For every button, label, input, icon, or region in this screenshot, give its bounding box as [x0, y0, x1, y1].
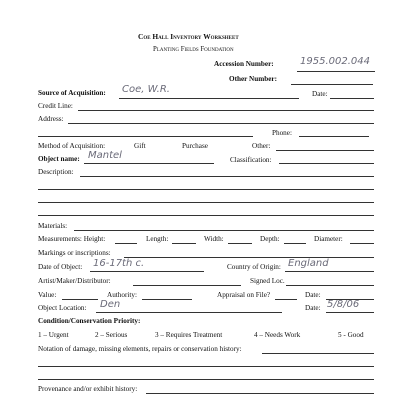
accession-number-value: 1955.002.044	[300, 56, 370, 67]
method-option-gift: Gift	[134, 142, 146, 150]
condition-option-1: 1 – Urgent	[38, 331, 69, 339]
description-line-1	[80, 176, 374, 177]
worksheet-subtitle: Planting Fields Foundation	[153, 46, 234, 53]
appraisal-line	[275, 299, 297, 300]
provenance-label: Provenance and/or exhibit history:	[38, 385, 138, 393]
address-line-2	[38, 136, 253, 137]
method-option-purchase: Purchase	[182, 142, 208, 150]
value-label: Value:	[38, 291, 57, 299]
notation-line-3	[38, 379, 374, 380]
worksheet-title: Coe Hall Inventory Worksheet	[138, 32, 239, 41]
authority-label: Authority:	[107, 291, 137, 299]
date-label-1: Date:	[312, 90, 328, 98]
authority-line	[142, 299, 192, 300]
source-of-acquisition-label: Source of Acquisition:	[38, 89, 106, 97]
materials-line	[74, 230, 374, 231]
diameter-line	[350, 243, 374, 244]
signed-loc-line	[286, 285, 374, 286]
method-of-acquisition-label: Method of Acquisition:	[38, 142, 106, 150]
phone-label: Phone:	[272, 129, 292, 137]
description-line-4	[38, 215, 374, 216]
object-location-value: Den	[100, 299, 121, 310]
object-name-line	[84, 163, 214, 164]
method-option-other: Other:	[252, 142, 271, 150]
object-name-value: Mantel	[88, 150, 122, 161]
credit-line-label: Credit Line:	[38, 102, 73, 110]
date-of-object-line	[90, 271, 204, 272]
width-line	[228, 243, 252, 244]
date-line-3	[326, 312, 374, 313]
width-label: Width:	[204, 235, 224, 243]
other-number-label: Other Number:	[229, 75, 277, 83]
appraisal-label: Appraisal on File?	[217, 291, 271, 299]
provenance-line	[146, 393, 374, 394]
classification-label: Classification:	[230, 156, 272, 164]
accession-number-label: Accession Number:	[214, 60, 274, 68]
source-line	[119, 98, 299, 99]
country-of-origin-label: Country of Origin:	[227, 263, 281, 271]
date-label-3: Date:	[305, 304, 321, 312]
description-line-3	[38, 202, 374, 203]
date-3-value: 5/8/06	[327, 299, 360, 310]
artist-label: Artist/Maker/Distributor:	[38, 277, 111, 285]
diameter-label: Diameter:	[314, 235, 343, 243]
value-line	[62, 299, 98, 300]
markings-label: Markings or inscriptions:	[38, 249, 111, 257]
date-line-1	[330, 98, 374, 99]
condition-option-5: 5 - Good	[338, 331, 364, 339]
other-number-line	[291, 84, 373, 85]
classification-line	[279, 163, 374, 164]
condition-option-2: 2 – Serious	[95, 331, 128, 339]
condition-priority-label: Condition/Conservation Priority:	[38, 317, 141, 325]
date-of-object-value: 16-17th c.	[93, 258, 145, 269]
length-line	[172, 243, 196, 244]
country-of-origin-value: England	[288, 258, 329, 269]
condition-option-4: 4 – Needs Work	[254, 331, 301, 339]
length-label: Length:	[146, 235, 169, 243]
date-of-object-label: Date of Object:	[38, 263, 83, 271]
credit-line-line	[78, 110, 374, 111]
materials-label: Materials:	[38, 222, 68, 230]
measurements-label: Measurements: Height:	[38, 235, 106, 243]
object-location-label: Object Location:	[38, 304, 87, 312]
markings-line	[124, 257, 374, 258]
description-label: Description:	[38, 168, 74, 176]
method-other-line	[276, 150, 374, 151]
notation-line-2	[38, 366, 374, 367]
date-label-2: Date:	[305, 291, 321, 299]
depth-line	[284, 243, 306, 244]
artist-line	[133, 285, 241, 286]
depth-label: Depth:	[260, 235, 280, 243]
source-value: Coe, W.R.	[122, 84, 170, 95]
object-location-line	[96, 312, 282, 313]
object-name-label: Object name:	[38, 155, 80, 163]
height-line	[115, 243, 137, 244]
country-of-origin-line	[285, 271, 374, 272]
phone-line	[299, 136, 369, 137]
notation-label: Notation of damage, missing elements, repairs or conservation history:	[38, 345, 242, 353]
accession-number-line	[297, 71, 375, 72]
notation-line-1	[262, 353, 374, 354]
address-line-1	[68, 123, 374, 124]
condition-option-3: 3 – Requires Treatment	[155, 331, 223, 339]
description-line-2	[38, 189, 374, 190]
address-label: Address:	[38, 115, 64, 123]
signed-loc-label: Signed Loc.	[250, 277, 285, 285]
